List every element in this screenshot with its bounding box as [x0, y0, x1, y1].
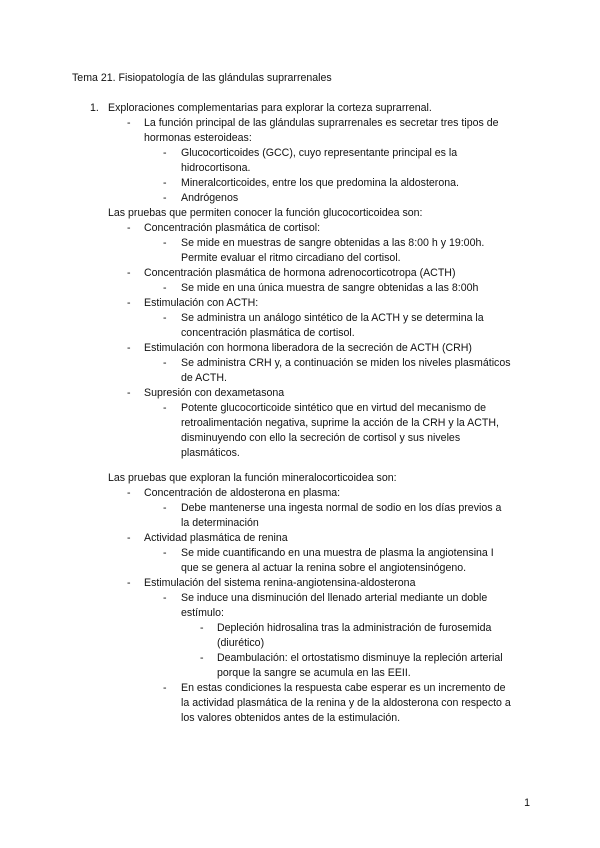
bullet-dash: - — [163, 177, 167, 189]
list-item: Permite evaluar el ritmo circadiano del cortisol. — [181, 252, 401, 264]
bullet-dash: - — [163, 312, 167, 324]
list-item: Se administra CRH y, a continuación se miden los niveles plasmáticos — [181, 357, 511, 369]
bullet-dash: - — [127, 342, 131, 354]
page-number: 1 — [524, 797, 530, 809]
list-item: Debe mantenerse una ingesta normal de sodio en los días previos a — [181, 502, 502, 514]
list-item: Estimulación del sistema renina-angiotensina-aldosterona — [144, 577, 416, 589]
list-item: la determinación — [181, 517, 259, 529]
bullet-dash: - — [127, 387, 131, 399]
list-item: plasmáticos. — [181, 447, 240, 459]
bullet-dash: - — [163, 402, 167, 414]
bullet-dash: - — [127, 487, 131, 499]
list-item: Se mide cuantificando en una muestra de plasma la angiotensina I — [181, 547, 494, 559]
section-heading: Exploraciones complementarias para explorar la corteza suprarrenal. — [108, 102, 432, 114]
intro-line: La función principal de las glándulas suprarrenales es secretar tres tipos de — [144, 117, 499, 129]
list-item: Actividad plasmática de renina — [144, 532, 288, 544]
list-item: que se genera al actuar la renina sobre el angiotensinógeno. — [181, 562, 467, 574]
bullet-dash: - — [127, 117, 131, 129]
bullet-dash: - — [163, 237, 167, 249]
bullet-dash: - — [127, 222, 131, 234]
list-item: retroalimentación negativa, suprime la acción de la CRH y la ACTH, — [181, 417, 499, 429]
list-item: hidrocortisona. — [181, 162, 251, 174]
bullet-dash: - — [127, 577, 131, 589]
list-item: Estimulación con ACTH: — [144, 297, 259, 309]
bullet-dash: - — [163, 502, 167, 514]
list-item: Concentración plasmática de hormona adrenocorticotropa (ACTH) — [144, 267, 456, 279]
gluco-heading: Las pruebas que permiten conocer la función glucocorticoidea son: — [108, 207, 423, 219]
list-item: Se administra un análogo sintético de la ACTH y se determina la — [181, 312, 484, 324]
bullet-dash: - — [163, 682, 167, 694]
list-item: Supresión con dexametasona — [144, 387, 285, 399]
list-item: Se mide en una única muestra de sangre obtenidas a las 8:00h — [181, 282, 479, 294]
bullet-dash: - — [127, 297, 131, 309]
list-item: Se mide en muestras de sangre obtenidas a las 8:00 h y 19:00h. — [181, 237, 485, 249]
bullet-dash: - — [163, 547, 167, 559]
list-item: Concentración plasmática de cortisol: — [144, 222, 321, 234]
list-item: Andrógenos — [181, 192, 239, 204]
list-item: En estas condiciones la respuesta cabe esperar es un incremento de — [181, 682, 506, 694]
list-item: concentración plasmática de cortisol. — [181, 327, 355, 339]
bullet-dash: - — [127, 532, 131, 544]
list-item: Concentración de aldosterona en plasma: — [144, 487, 341, 499]
list-item: Se induce una disminución del llenado arterial mediante un doble — [181, 592, 488, 604]
list-item: estímulo: — [181, 607, 224, 619]
list-item: Depleción hidrosalina tras la administración de furosemida — [217, 622, 492, 634]
list-item: Mineralcorticoides, entre los que predomina la aldosterona. — [181, 177, 459, 189]
bullet-dash: - — [163, 192, 167, 204]
bullet-dash: - — [163, 147, 167, 159]
list-item: Estimulación con hormona liberadora de la secreción de ACTH (CRH) — [144, 342, 472, 354]
list-item: porque la sangre se acumula en las EEII. — [217, 667, 411, 679]
list-item: Glucocorticoides (GCC), cuyo representante principal es la — [181, 147, 458, 159]
intro-line: hormonas esteroideas: — [144, 132, 252, 144]
bullet-dash: - — [163, 282, 167, 294]
document-title: Tema 21. Fisiopatología de las glándulas suprarrenales — [72, 72, 332, 84]
bullet-dash: - — [163, 357, 167, 369]
bullet-dash: - — [200, 652, 204, 664]
list-item: los valores obtenidos antes de la estimulación. — [181, 712, 401, 724]
list-item: Potente glucocorticoide sintético que en virtud del mecanismo de — [181, 402, 487, 414]
mineral-heading: Las pruebas que exploran la función mineralocorticoidea son: — [108, 472, 397, 484]
list-item: (diurético) — [217, 637, 265, 649]
list-item: disminuyendo con ello la secreción de cortisol y sus niveles — [181, 432, 461, 444]
list-item: de ACTH. — [181, 372, 227, 384]
bullet-dash: - — [127, 267, 131, 279]
list-item: la actividad plasmática de la renina y de la aldosterona con respecto a — [181, 697, 511, 709]
list-item: Deambulación: el ortostatismo disminuye la repleción arterial — [217, 652, 503, 664]
section-number: 1. — [90, 102, 99, 114]
bullet-dash: - — [163, 592, 167, 604]
bullet-dash: - — [200, 622, 204, 634]
